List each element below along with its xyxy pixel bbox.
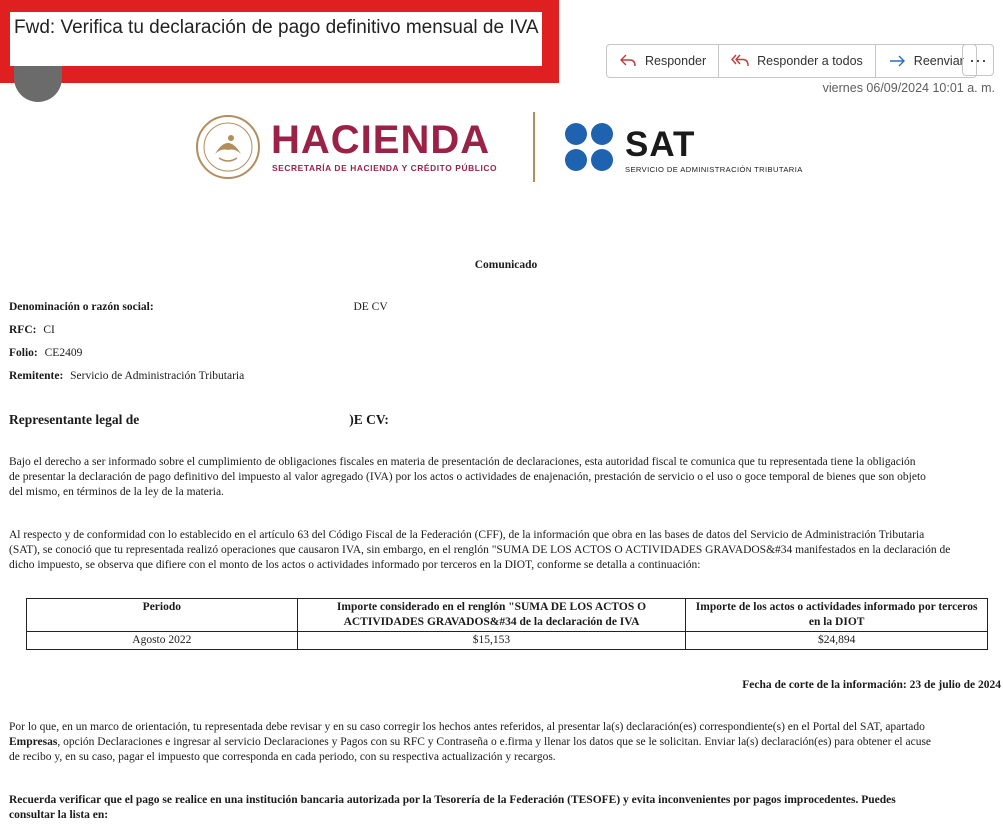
paragraph-orientation — [9, 720, 1003, 765]
table-cell-periodo: Agosto 2022 — [27, 632, 298, 650]
paragraph-line: de presentar la declaración de pago definitivo del impuesto al valor agregado (IVA) por los actos o actividades de enajenación, prestación de servicio o el uso o goce temporal de bienes que son objeto — [9, 471, 926, 483]
paragraph-line — [9, 735, 1003, 750]
reply-all-icon — [731, 54, 749, 68]
subject-highlight-box — [0, 0, 559, 83]
paragraph-line: dicho impuesto, se observa que difiere con el monto de los actos o actividades informado por terceros en la DIOT, conforme se detalla a continuación: — [9, 559, 701, 571]
representante-prefix: Representante legal de — [9, 412, 140, 427]
remitente-value: Servicio de Administración Tributaria — [70, 370, 245, 382]
letterhead-logos — [195, 112, 815, 184]
remitente-label: Remitente: — [9, 370, 64, 382]
paragraph-line-rest: , opción Declaraciones e ingresar al servicio Declaraciones y Pagos con su RFC y Contraseña o e.firma y llenar los datos que se le solicitan. Enviar la(s) declaración(es) para obtener el acuse — [57, 736, 932, 748]
denominacion-label: Denominación o razón social: — [9, 301, 154, 313]
reply-label: Responder — [645, 54, 707, 68]
paragraph-line: de recibo y, en su caso, pagar el impuesto que corresponda en cada periodo, con su respectiva actualización y recargos. — [9, 751, 556, 763]
paragraph-line: (SAT), se conoció que tu representada realizó operaciones que causaron IVA, sin embargo, en el renglón "SUMA DE LOS ACTOS O ACTIVIDADES GRAVADOS&#34 manifestados en la declaración de — [9, 544, 951, 556]
paragraph-line: Recuerda verificar que el pago se realice en una institución bancaria autorizada por la Tesorería de la Federación (TESOFE) y evita inconvenientes por pagos improcedentes. Puedes — [9, 794, 896, 806]
more-actions-button[interactable]: ··· — [962, 44, 994, 76]
table-cell-importe-diot: $24,894 — [686, 632, 988, 650]
table-header: Periodo — [27, 599, 298, 632]
paragraph-line: Por lo que, en un marco de orientación, tu representada debe revisar y en su caso corregir los hechos antes referidos, al presentar la(s) declaración(es) correspondiente(s) en el Portal del SAT, apartado — [9, 721, 925, 733]
paragraph-line: Al respecto y de conformidad con lo establecido en el artículo 63 del Código Fiscal de la Federación (CFF), de la información que obra en las bases de datos del Servicio de Administración Tributaria — [9, 529, 925, 541]
representante-suffix: )E CV: — [349, 412, 389, 427]
rfc-field — [9, 323, 55, 338]
forward-button[interactable] — [876, 45, 976, 77]
table-header-row — [27, 599, 988, 632]
message-actions — [606, 44, 977, 78]
hacienda-wordmark: HACIENDA — [271, 118, 491, 162]
reply-all-button[interactable] — [719, 45, 876, 77]
letter-title: Comunicado — [474, 259, 538, 271]
email-subject: Fwd: Verifica tu declaración de pago definitivo mensual de IVA — [14, 17, 539, 38]
paragraph-tesofe — [9, 793, 1003, 823]
forward-icon — [888, 54, 906, 68]
national-seal-icon — [195, 114, 261, 180]
sat-wordmark: SAT — [625, 125, 696, 164]
forward-label: Reenviar — [913, 54, 964, 68]
table-header: Importe de los actos o actividades informado por terceros en la DIOT — [686, 599, 988, 632]
email-date: viernes 06/09/2024 10:01 a. m. — [822, 81, 995, 95]
reply-all-label: Responder a todos — [757, 54, 863, 68]
rfc-value: CI — [43, 324, 55, 336]
sender-avatar[interactable] — [14, 66, 62, 102]
paragraph-line: del mismo, en términos de la ley de la materia. — [9, 486, 224, 498]
empresas-emphasis: Empresas — [9, 736, 58, 748]
representante-heading — [9, 412, 389, 427]
reply-icon — [619, 54, 637, 68]
folio-label: Folio: — [9, 347, 38, 359]
denominacion-field — [9, 300, 388, 315]
paragraph-line: consultar la lista en: — [9, 809, 109, 821]
denominacion-value: DE CV — [353, 301, 388, 313]
paragraph-line: Bajo el derecho a ser informado sobre el cumplimiento de obligaciones fiscales en materia de presentación de declaraciones, esta autoridad fiscal te comunica que tu representada tiene la obligación — [9, 456, 916, 468]
logo-divider — [533, 112, 535, 182]
paragraph-obligation — [9, 455, 1003, 500]
paragraph-cff — [9, 528, 1003, 573]
folio-value: CE2409 — [44, 347, 83, 359]
reply-button[interactable] — [607, 45, 719, 77]
table-cell-importe-declaracion: $15,153 — [297, 632, 686, 650]
rfc-label: RFC: — [9, 324, 37, 336]
hacienda-subtitle: SECRETARÍA DE HACIENDA Y CRÉDITO PÚBLICO — [272, 163, 498, 173]
table-row — [27, 632, 988, 650]
folio-field — [9, 346, 82, 361]
cutoff-date: Fecha de corte de la información: 23 de julio de 2024 — [742, 679, 1001, 691]
remitente-field — [9, 369, 244, 384]
sat-logo-icon — [564, 122, 616, 174]
iva-comparison-table — [26, 598, 988, 650]
table-header: Importe considerado en el renglón "SUMA DE LOS ACTOS O ACTIVIDADES GRAVADOS&#34 de la declaración de IVA — [297, 599, 686, 632]
sat-subtitle: SERVICIO DE ADMINISTRACIÓN TRIBUTARIA — [625, 165, 803, 174]
